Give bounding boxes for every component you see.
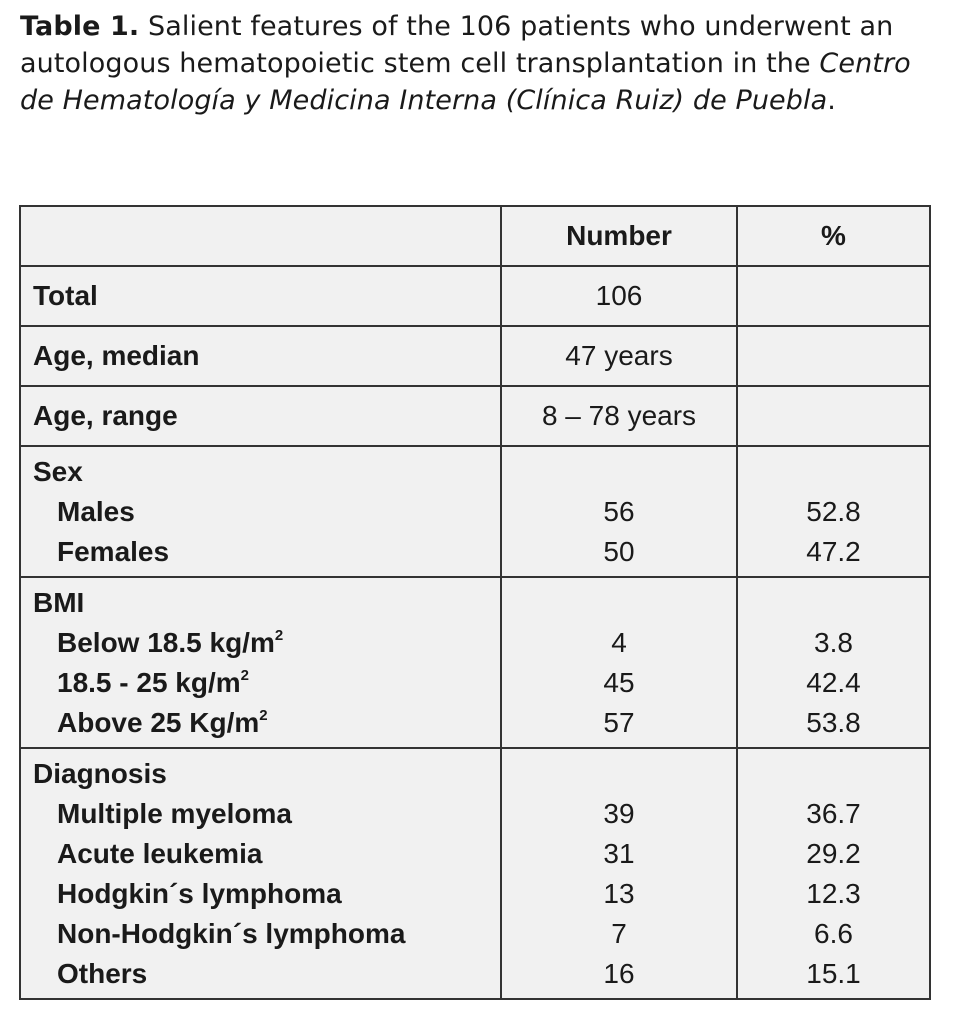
group-labels [20,577,501,748]
group-percents [737,577,930,748]
item-number: 39 [603,798,635,829]
group-row-bmi [20,577,930,748]
item-percent: 52.8 [806,496,861,527]
item-percent: 47.2 [806,536,861,567]
item-label: Non-Hodgkin´s lymphoma [57,918,406,949]
caption-label: Table 1. [20,11,140,42]
table-caption [20,8,940,119]
group-percents [737,446,930,577]
row-percent [737,326,930,386]
item-label: Below 18.5 $kg/m^2$ [57,627,284,658]
row-percent [737,266,930,326]
group-labels [20,748,501,999]
item-number: 57 [603,707,635,738]
row-number: 8 – 78 years [501,386,737,446]
item-number: 7 [611,918,627,949]
row-label: Total [20,266,501,326]
row-percent [737,386,930,446]
item-label: Above 25 $Kg/m^2$ [57,707,268,738]
item-percent: 29.2 [806,838,861,869]
item-number: 45 [603,667,635,698]
caption-text: Salient features of the 106 patients who underwent an autologous hematopoietic stem cell transplantation in the [20,11,894,79]
caption-institution: Centro de Hematología y Medicina Interna (Clínica Ruiz) de Puebla [20,48,911,116]
item-percent: 36.7 [806,798,861,829]
item-label: Multiple myeloma [57,798,292,829]
row-number: 106 [501,266,737,326]
item-percent: 42.4 [806,667,861,698]
item-percent: 6.6 [814,918,853,949]
header-number: Number [501,206,737,266]
header-row [20,206,930,266]
item-percent: 3.8 [814,627,853,658]
group-numbers [501,446,737,577]
group-row-sex [20,446,930,577]
item-number: 4 [611,627,627,658]
item-number: 50 [603,536,635,567]
item-number: 31 [603,838,635,869]
item-number: 16 [603,958,635,989]
caption-end: . [827,85,836,116]
group-title: Sex [33,456,83,487]
item-percent: 15.1 [806,958,861,989]
table-row [20,326,930,386]
group-title: Diagnosis [33,758,167,789]
row-label: Age, median [20,326,501,386]
item-percent: 53.8 [806,707,861,738]
group-labels [20,446,501,577]
item-label: Males [57,496,135,527]
item-number: 13 [603,878,635,909]
group-title: BMI [33,587,85,618]
item-label: 18.5 - 25 $kg/m^2$ [57,667,249,698]
group-numbers [501,577,737,748]
item-label: Others [57,958,148,989]
item-number: 56 [603,496,635,527]
group-row-diagnosis [20,748,930,999]
group-percents [737,748,930,999]
item-label: Females [57,536,170,567]
row-number: 47 years [501,326,737,386]
row-label: Age, range [20,386,501,446]
header-percent: % [737,206,930,266]
item-label: Acute leukemia [57,838,263,869]
patient-features-table [19,205,931,1000]
item-percent: 12.3 [806,878,861,909]
table-row [20,266,930,326]
header-label [20,206,501,266]
group-numbers [501,748,737,999]
table-row [20,386,930,446]
item-label: Hodgkin´s lymphoma [57,878,342,909]
